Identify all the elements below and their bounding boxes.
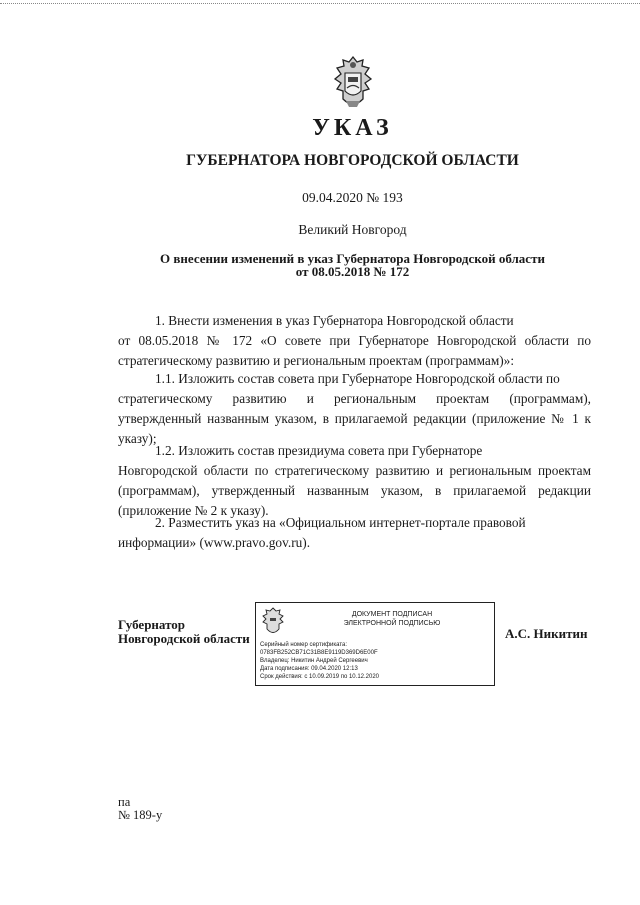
subject-line-2: от 08.05.2018 № 172 <box>295 264 410 279</box>
certificate-number: 0783FB252CB71C31B8E9119D369D6E00F <box>260 650 378 656</box>
stamp-heading <box>292 610 492 628</box>
date-and-number: 09.04.2020 № 193 <box>302 190 403 205</box>
paragraph-2-rest: информации» (www.pravo.gov.ru). <box>118 535 311 550</box>
stamp-emblem-icon <box>261 607 285 637</box>
certificate-validity: Срок действия: с 10.09.2019 по 10.12.2020 <box>260 674 380 680</box>
signatory-position-line-2: Новгородской области <box>118 631 250 646</box>
footer-reference <box>118 796 162 822</box>
signatory-position <box>118 618 250 646</box>
paragraph-1-2-first-line: 1.2. Изложить состав президиума совета при Губернаторе <box>155 443 483 458</box>
paragraph-2 <box>118 513 591 553</box>
subject-line-1: О внесении изменений в указ Губернатора Новгородской области <box>160 251 545 266</box>
paragraph-1-1 <box>118 369 591 449</box>
document-subject <box>0 252 640 278</box>
signatory-position-line-1: Губернатор <box>118 617 186 632</box>
document-type-title: УКАЗ <box>312 115 393 141</box>
paragraph-1 <box>118 311 591 371</box>
paragraph-1-rest: от 08.05.2018 № 172 «О совете при Губернаторе Новгородской области по стратегическому развитию и региональным проектам (программам)»: <box>118 333 591 368</box>
city: Великий Новгород <box>298 222 407 237</box>
top-border-line <box>0 3 640 4</box>
electronic-signature-stamp <box>255 602 495 686</box>
certificate-owner: Владелец: Никитин Андрей Сергеевич <box>260 658 368 664</box>
stamp-heading-line-1: ДОКУМЕНТ ПОДПИСАН <box>351 611 433 618</box>
paragraph-1-2-rest: Новгородской области по стратегическому развитию и региональным проектам (программам), утвержденный названным указом, в прилагаемой редакции (приложение № 2 к указу). <box>118 463 591 518</box>
paragraph-1-1-first-line: 1.1. Изложить состав совета при Губернаторе Новгородской области по <box>155 371 560 386</box>
paragraph-1-first-line: 1. Внести изменения в указ Губернатора Новгородской области <box>155 313 514 328</box>
issuing-authority: ГУБЕРНАТОРА НОВГОРОДСКОЙ ОБЛАСТИ <box>186 152 519 169</box>
signing-date: Дата подписания: 09.04.2020 12:13 <box>260 666 358 672</box>
paragraph-1-2 <box>118 441 591 521</box>
paragraph-1-1-rest: стратегическому развитию и региональным проектам (программам), утвержденный названным указом, в прилагаемой редакции (приложение № 1 к указу); <box>118 391 591 446</box>
certificate-label: Серийный номер сертификата: <box>260 642 348 648</box>
coat-of-arms-emblem <box>330 55 376 111</box>
footer-initials: па <box>118 795 131 809</box>
footer-registration-number: № 189-у <box>118 808 163 822</box>
stamp-details <box>260 641 379 681</box>
signatory-name: А.С. Никитин <box>505 626 588 641</box>
stamp-heading-line-2: ЭЛЕКТРОННОЙ ПОДПИСЬЮ <box>343 620 441 627</box>
paragraph-2-first-line: 2. Разместить указ на «Официальном интернет-портале правовой <box>155 515 526 530</box>
